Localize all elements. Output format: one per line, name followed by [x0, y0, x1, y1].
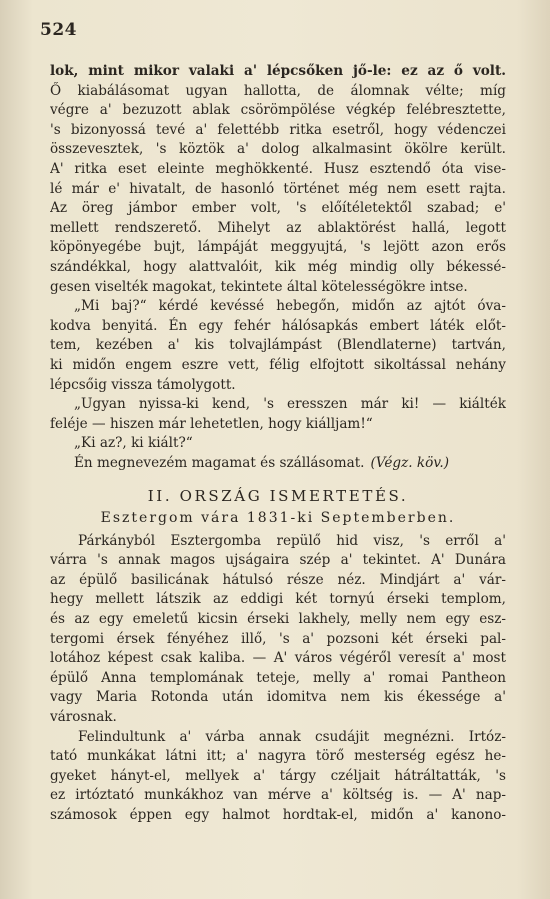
text-line: Felindultunk a' várba annak csudájit megnézni. Irtóz- [78, 728, 506, 745]
text-line: Párkányból Esztergomba repülő hid visz, 's erről a' [78, 532, 506, 549]
text-line: ki midőn engem eszre vett, félig elfojtott sikoltással nehány [50, 356, 506, 373]
page-number: 524 [40, 20, 77, 40]
text-line: Ő kiabálásomat ugyan hallotta, de álomnak vélte; míg [50, 82, 506, 99]
text-line: lé már e' hivatalt, de hasonló történet még nem esett rajta. [50, 180, 506, 197]
text-line: városnak. [50, 709, 117, 725]
text-line: lotához képest csak kaliba. — A' város végéről veresít a' most [50, 650, 506, 667]
text-line: 's bizonyossá tevé a' felettébb ritka esetről, hogy védenczei [50, 121, 506, 138]
text-line [50, 454, 506, 474]
text-line: „Ugyan nyissa-ki kend, 's eresszen már ki! — kiálték [74, 396, 506, 413]
text-line: végre a' bezuzott ablak csörömpölése végkép felébresztette, [50, 102, 506, 119]
text-line: hegy mellett látszik az eddigi két tornyú érseki templom, [50, 591, 506, 608]
section-heading: II. ORSZÁG ISMERTETÉS. [147, 487, 409, 506]
text-line: tató munkákat látni itt; a' nagyra törő mesterség egész he- [50, 748, 506, 765]
text-line: „Mi baj?“ kérdé kevéssé hebegőn, midőn az ajtót óva- [74, 298, 506, 315]
text-line: feléje — hiszen már lehetetlen, hogy kiálljam!“ [50, 415, 373, 432]
text-line: az épülő basilicának hátulsó része néz. Mindjárt a' vár- [50, 571, 506, 588]
text-fragment: Én megnevezém magamat és szállásomat. [74, 454, 365, 471]
continuation-note: (Végz. köv.) [370, 454, 450, 471]
text-line: tergomi érsek fényéhez illő, 's a' pozsoni két érseki pal- [50, 630, 506, 647]
text-line: számosok éppen egy halmot hordtak-el, midőn a' kanono- [50, 806, 506, 823]
text-line: lok, mint mikor valaki a' lépcsőken jő-le: ez az ő volt. [50, 63, 506, 79]
text-line: mellett rendszerető. Mihelyt az ablaktörést hallá, legott [50, 219, 506, 236]
text-line: épülő Anna templomának teteje, melly a' romai Pantheon [50, 669, 506, 686]
section-subheading: Esztergom vára 1831-ki Septemberben. [100, 510, 456, 527]
text-line: szándékkal, hogy alattvalóit, kik még mindig olly békessé- [50, 258, 506, 275]
text-line: A' ritka eset eleinte meghökkenté. Husz esztendő óta vise- [50, 160, 506, 177]
body-text [50, 62, 506, 826]
text-line: várra 's annak magos ujságaira szép a' tekintet. A' Dunára [50, 552, 506, 569]
text-line: gesen viselték magokat, tekintete által kötelességökre intse. [50, 278, 468, 295]
text-line: vagy Maria Rotonda után idomitva nem kis ékessége a' [50, 689, 506, 706]
text-line: Az öreg jámbor ember volt, 's előítéletektől szabad; e' [50, 200, 506, 217]
text-line: gyeket hányt-el, mellyek a' tárgy czéljait hátráltatták, 's [50, 767, 506, 784]
text-line: és az egy emeletű kicsin érseki lakhely, melly nem egy esz- [50, 611, 506, 628]
text-line: tem, kezében a' kis tolvajlámpást (Blendlaterne) tartván, [50, 337, 506, 354]
text-line: köpönyegébe bujt, lámpáját meggyujtá, 's lejött azon erős [50, 239, 506, 256]
text-line: kodva benyitá. Én egy fehér hálósapkás embert láték előt- [50, 317, 506, 334]
text-line: összevesztek, 's köztök a' dolog alkalmasint ökölre került. [50, 141, 506, 158]
text-line: „Ki az?, ki kiált?“ [74, 435, 193, 452]
text-line: ez irtóztató munkákhoz van mérve a' költség is. — A' nap- [50, 787, 506, 804]
text-line: lépcsőig vissza támolygott. [50, 376, 236, 393]
